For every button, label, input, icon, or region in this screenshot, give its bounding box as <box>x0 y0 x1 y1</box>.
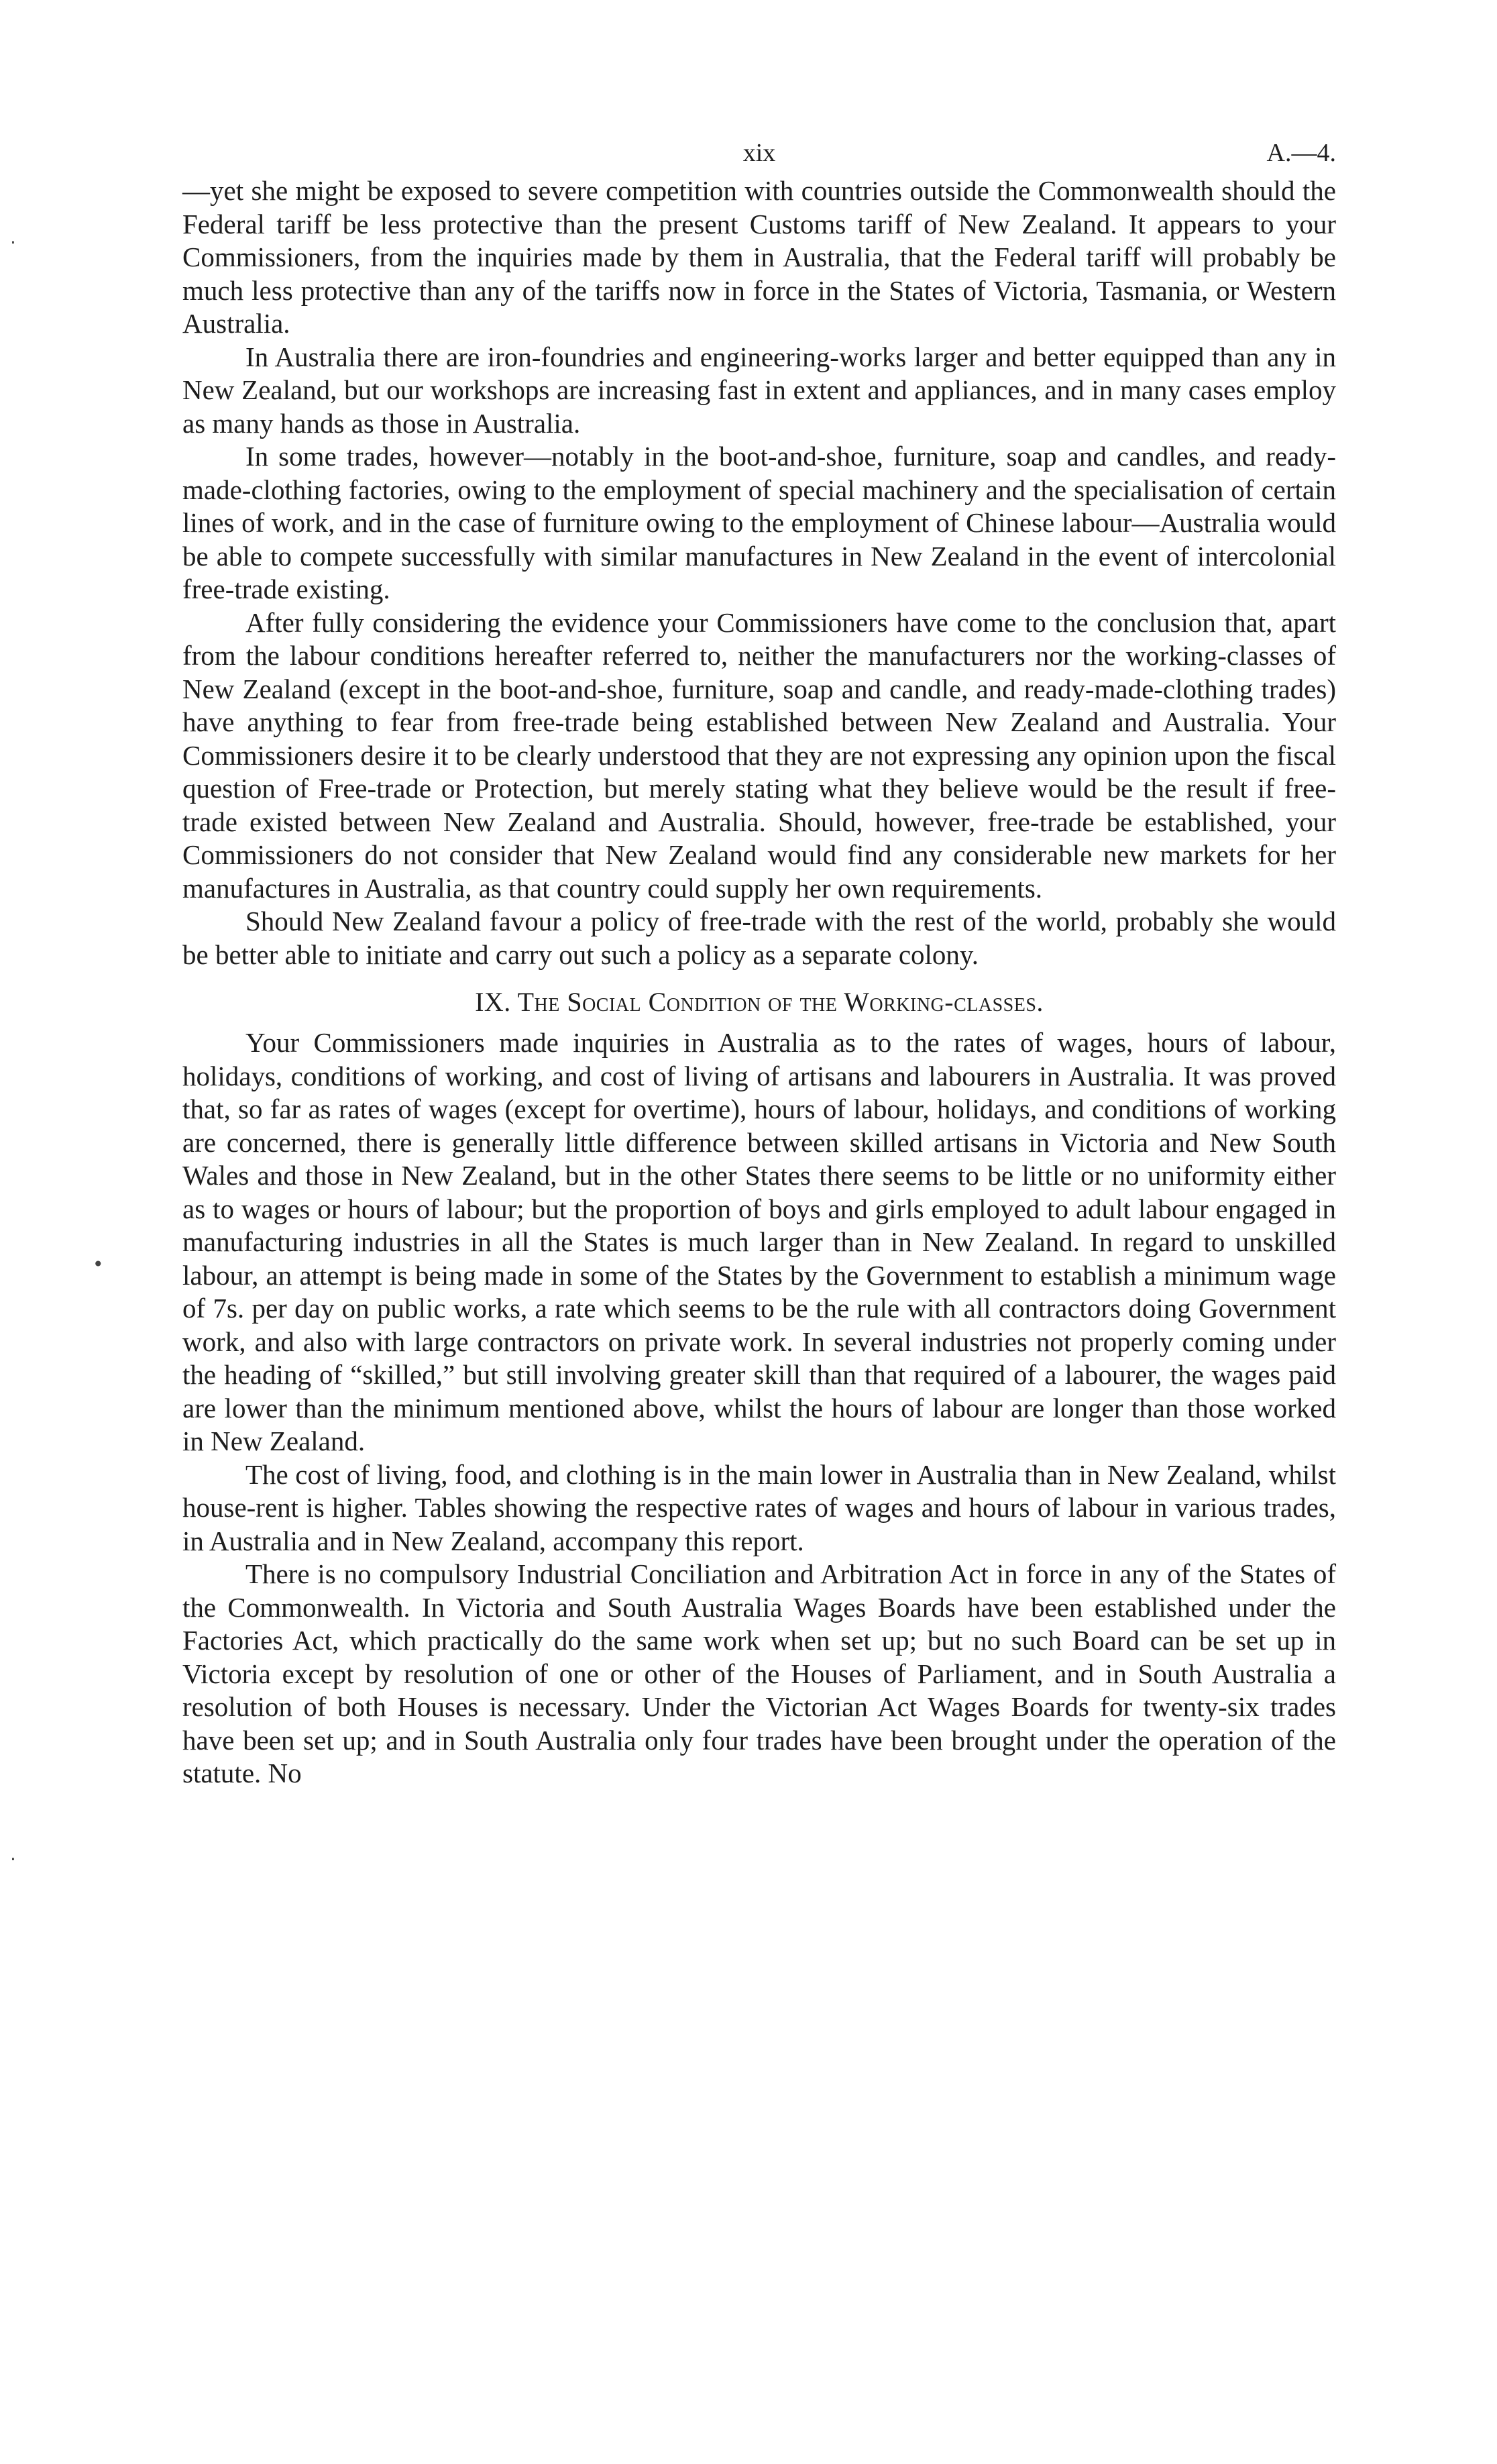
paragraph-cost-of-living: The cost of living, food, and clothing is in the main lower in Australia than in New Zealand, whilst house-rent is higher. Tables showing the respective rates of wages and hours of labour in various trades, in Australia and in New Zealand, accompany this report. <box>182 1458 1336 1556</box>
paragraph-iron-foundries: In Australia there are iron-foundries and engineering-works larger and better equipped than any in New Zealand, but our workshops are increasing fast in extent and appliances, and in many cases employ as many hands as those in Australia. <box>182 341 1336 439</box>
document-reference: A.—4. <box>1266 139 1336 167</box>
document-page <box>182 134 1336 1790</box>
page-number: xix <box>742 139 776 167</box>
paragraph-continuation: —yet she might be exposed to severe competition with countries outside the Commonwealth should the Federal tariff be less protective than the present Customs tariff of New Zealand. It appears to your Commissioners, from the inquiries made by them in Australia, that the Federal tariff will probably be much less protective than any of the tariffs now in force in the States of Victoria, Tasmania, or Western Australia. <box>182 175 1336 339</box>
margin-mark-middle: • <box>93 1253 104 1275</box>
paragraph-wages-inquiry: Your Commissioners made inquiries in Australia as to the rates of wages, hours of labour, holidays, conditions of working, and cost of living of artisans and labourers in Australia. It was proved that, so far as rates of wages (except for overtime), hours of labour, holidays, and conditions of working are concerned, there is generally little difference between skilled artisans in Victoria and New South Wales and those in New Zealand, but in the other States there seems to be little or no uniformity either as to wages or hours of labour; but the proportion of boys and girls employed to adult labour engaged in manufacturing industries in all the States is much larger than in New Zealand. In regard to unskilled labour, an attempt is being made in some of the States by the Government to establish a minimum wage of 7s. per day on public works, a rate which seems to be the rule with all contractors doing Government work, and also with large contractors on private work. In several industries not properly coming under the heading of “skilled,” but still involving greater skill than that required of a labourer, the wages paid are lower than the minimum mentioned above, whilst the hours of labour are longer than those worked in New Zealand. <box>182 1027 1336 1456</box>
margin-mark-lower: · <box>10 1848 16 1870</box>
margin-mark-top: · <box>10 231 16 254</box>
section-heading: IX. The Social Condition of the Working-classes. <box>475 987 1044 1017</box>
paragraph-arbitration: There is no compulsory Industrial Conciliation and Arbitration Act in force in any of the States of the Commonwealth. In Victoria and South Australia Wages Boards have been established under the Factories Act, which practically do the same work when set up; but no such Board can be set up in Victoria except by resolution of one or other of the Houses of Parliament, and in South Australia a resolution of both Houses is necessary. Under the Victorian Act Wages Boards for twenty-six trades have been set up; and in South Australia only four trades have been brought under the operation of the statute. No <box>182 1558 1336 1788</box>
paragraph-conclusion: After fully considering the evidence your Commissioners have come to the conclusion that, apart from the labour conditions hereafter referred to, neither the manufacturers nor the working-classes of New Zealand (except in the boot-and-shoe, furniture, soap and candle, and ready-made-clothing trades) have anything to fear from free-trade being established between New Zealand and Australia. Your Commissioners desire it to be clearly understood that they are not expressing any opinion upon the fiscal question of Free-trade or Protection, but merely stating what they believe would be the result if free-trade existed between New Zealand and Australia. Should, however, free-trade be established, your Commissioners do not consider that New Zealand would find any considerable new markets for her manufactures in Australia, as that country could supply her own requirements. <box>182 606 1336 904</box>
paragraph-some-trades: In some trades, however—notably in the boot-and-shoe, furniture, soap and candles, and ready-made-clothing factories, owing to the employment of special machinery and the specialisation of certain lines of work, and in the case of furniture owing to the employment of Chinese labour—Australia would be able to compete successfully with similar manufactures in New Zealand in the event of intercolonial free-trade existing. <box>182 441 1336 604</box>
paragraph-free-trade-policy: Should New Zealand favour a policy of free-trade with the rest of the world, probably she would be better able to initiate and carry out such a policy as a separate colony. <box>182 906 1336 970</box>
running-head <box>182 134 1336 174</box>
